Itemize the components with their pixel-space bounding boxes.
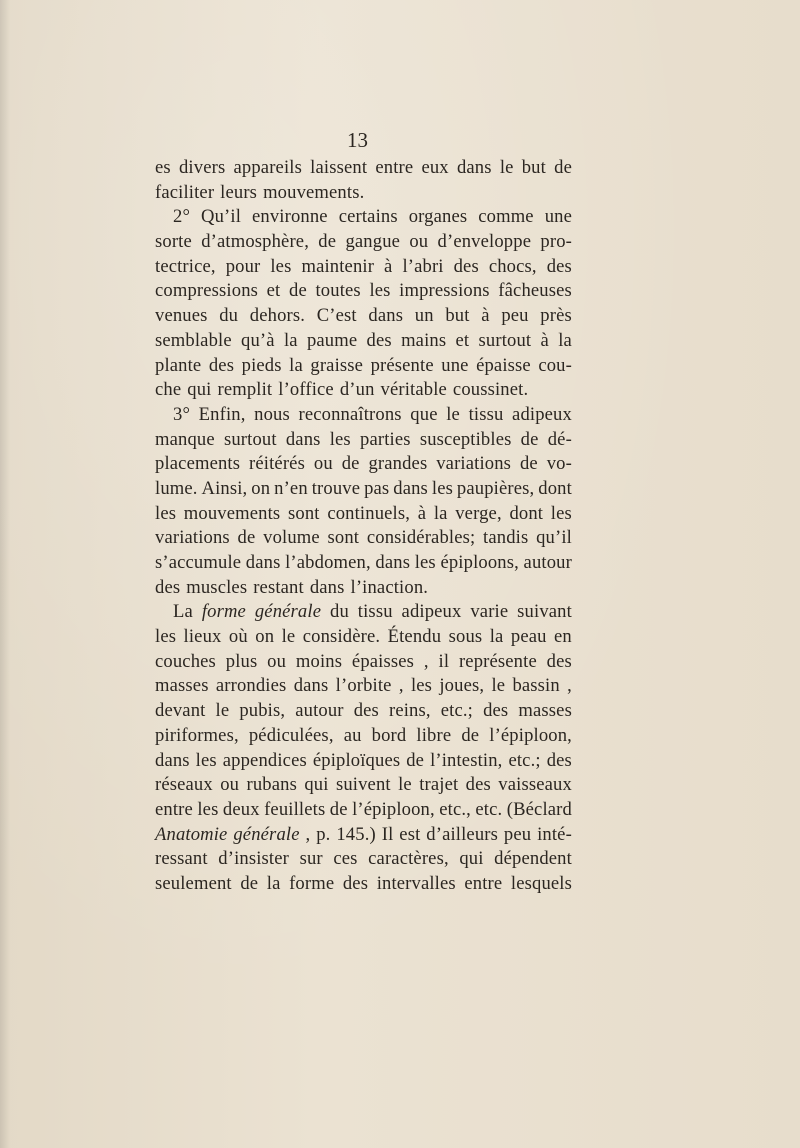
- text-line: 2° Qu’il environne certains organes comme une: [173, 206, 572, 228]
- text-line: 3° Enfin, nous reconnaîtrons que le tissu adipeux: [173, 403, 572, 425]
- text-line: des muscles restant dans l’inaction.: [155, 576, 429, 598]
- text-line: semblable qu’à la paume des mains et surtout à la: [155, 329, 572, 351]
- text-line: Anatomie générale , p. 145.) Il est d’ailleurs peu inté-: [155, 823, 572, 845]
- text-line: manque surtout dans les parties susceptibles de dé-: [155, 428, 572, 450]
- text-line: faciliter leurs mouvements.: [155, 181, 365, 203]
- text-line: réseaux ou rubans qui suivent le trajet des vaisseaux: [155, 774, 572, 796]
- text-line: dans les appendices épiploïques de l’intestin, etc.; des: [155, 749, 572, 771]
- text-line: devant le pubis, autour des reins, etc.; des masses: [155, 700, 572, 722]
- text-line: placements réitérés ou de grandes variations de vo-: [155, 453, 572, 475]
- text-line: les lieux où on le considère. Étendu sous la peau en: [155, 626, 572, 648]
- text-line: ressant d’insister sur ces caractères, qui dépendent: [155, 848, 572, 870]
- page-gutter-shadow: [0, 0, 10, 1148]
- text-line: sorte d’atmosphère, de gangue ou d’enveloppe pro-: [155, 231, 572, 253]
- page-number: 13: [347, 128, 368, 152]
- text-line: variations de volume sont considérables; tandis qu’il: [155, 527, 572, 549]
- text-line: les mouvements sont continuels, à la verge, dont les: [155, 502, 572, 524]
- text-line: masses arrondies dans l’orbite , les joues, le bassin ,: [155, 675, 572, 697]
- text-line: La forme générale du tissu adipeux varie suivant: [173, 601, 572, 623]
- text-line: s’accumule dans l’abdomen, dans les épiploons, autour: [155, 552, 572, 573]
- text-line: tectrice, pour les maintenir à l’abri des chocs, des: [155, 255, 572, 277]
- text-line: compressions et de toutes les impressions fâcheuses: [155, 280, 572, 302]
- text-line: lume. Ainsi, on n’en trouve pas dans les paupières, dont: [155, 477, 572, 499]
- text-line: seulement de la forme des intervalles entre lesquels: [155, 872, 572, 894]
- text-line: plante des pieds la graisse présente une épaisse cou-: [155, 354, 572, 376]
- text-line: piriformes, pédiculées, au bord libre de l’épiploon,: [155, 724, 572, 746]
- body-text: [155, 156, 572, 897]
- text-line: entre les deux feuillets de l’épiploon, etc., etc. (Béclard: [155, 798, 572, 820]
- text-line: che qui remplit l’office d’un véritable coussinet.: [155, 379, 529, 401]
- text-line: couches plus ou moins épaisses , il représente des: [155, 650, 572, 672]
- text-line: venues du dehors. C’est dans un but à peu près: [155, 305, 572, 327]
- text-line: es divers appareils laissent entre eux dans le but de: [155, 157, 572, 178]
